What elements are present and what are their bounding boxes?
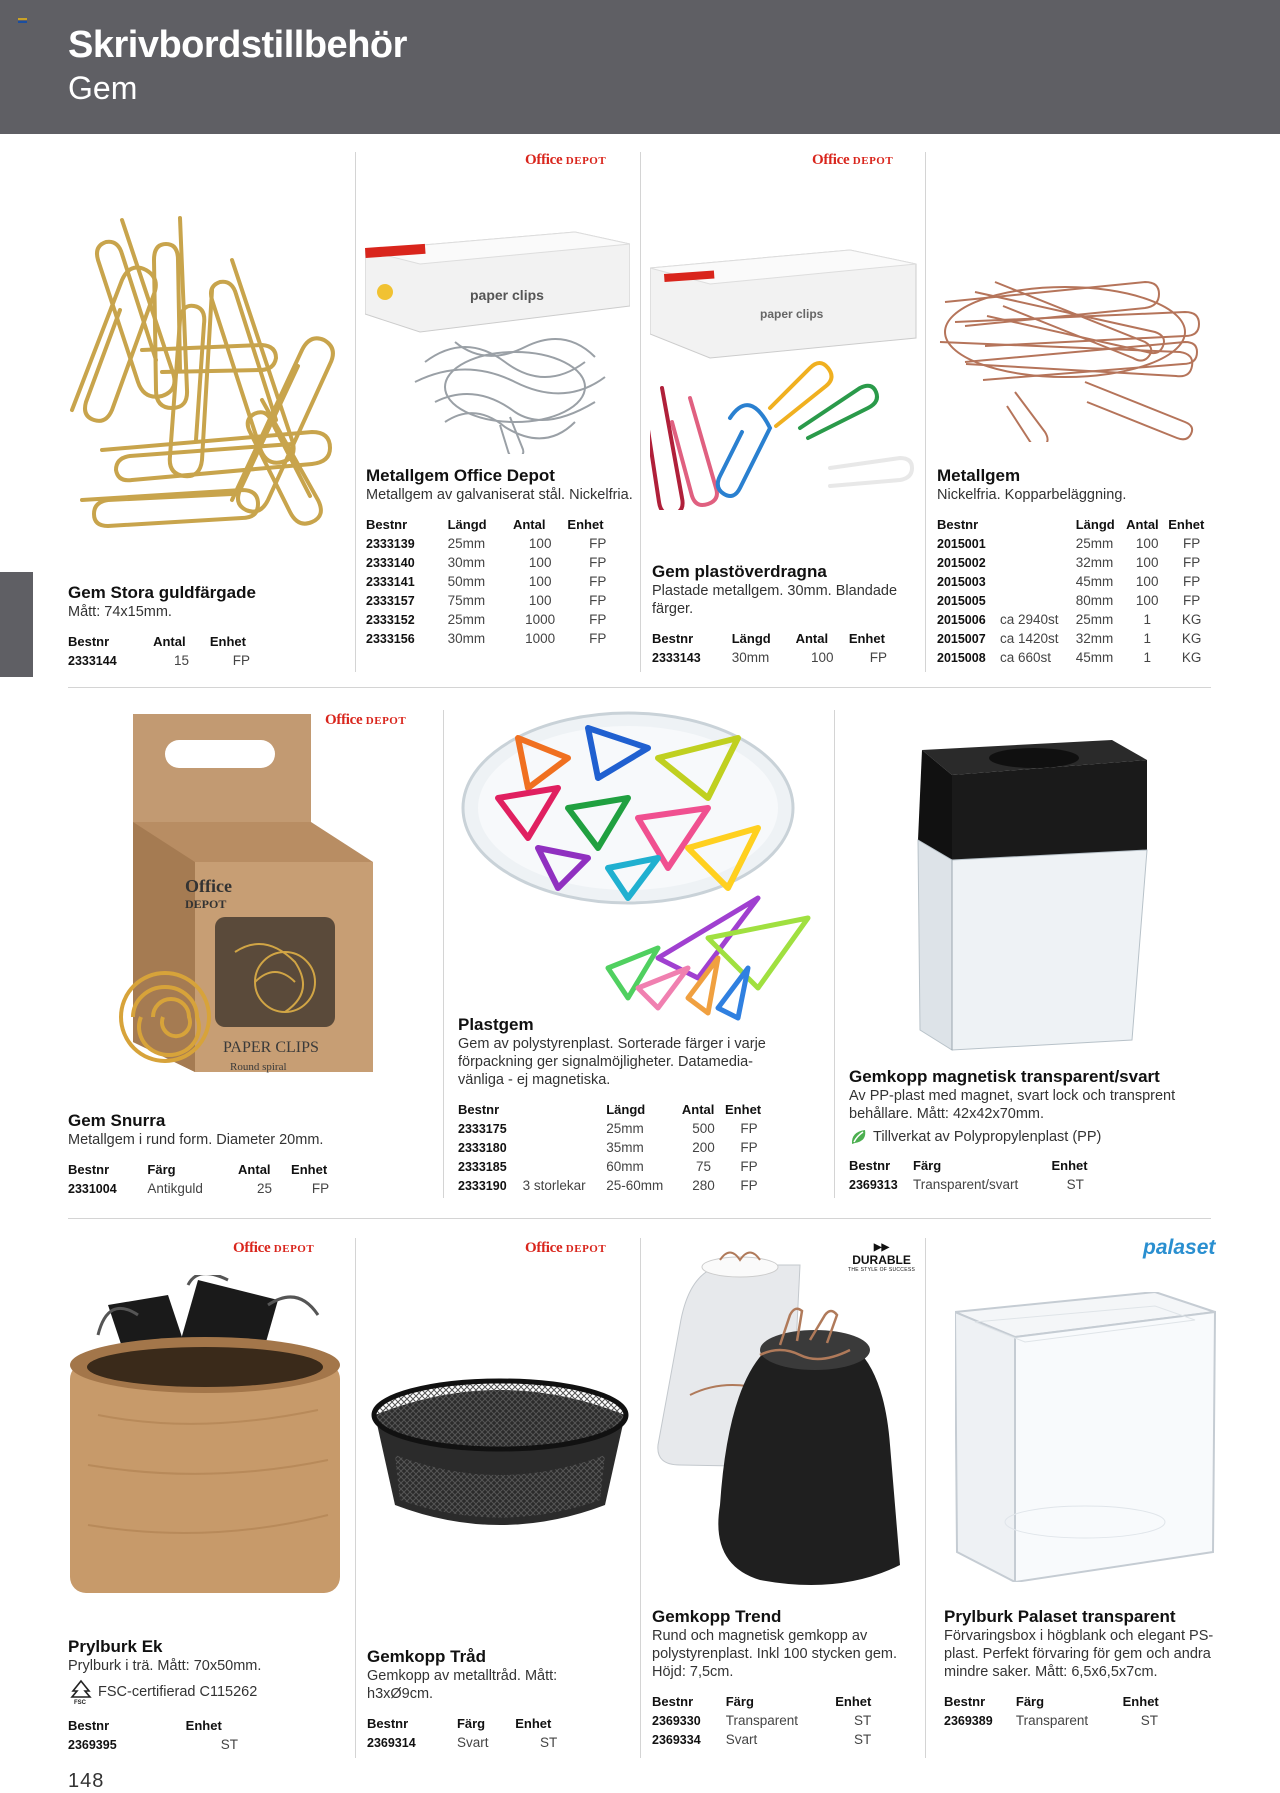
product-title: Metallgem Office Depot <box>366 466 555 485</box>
spec-table: Bestnr Färg Enhet 2369313 Transparent/svart ST <box>849 1155 1099 1194</box>
table-row: 2333157 75mm 100 FP <box>366 593 607 608</box>
product-metallgem <box>937 466 1217 667</box>
office-depot-logo: Office DEPOT <box>233 1240 315 1256</box>
product-desc: Mått: 74x15mm. <box>68 604 172 620</box>
product-gemkopp-magnetisk <box>849 1067 1219 1194</box>
table-row: 2015007 ca 1420st 32mm 1 KG <box>937 631 1202 646</box>
palaset-logo: palaset <box>1143 1236 1216 1259</box>
product-title: Prylburk Palaset transparent <box>944 1607 1176 1626</box>
trend-magnetic-cup-image <box>650 1245 920 1600</box>
acrylic-cube-image <box>955 1292 1217 1582</box>
table-row: 2015008 ca 660st 45mm 1 KG <box>937 650 1202 665</box>
svg-text:FSC: FSC <box>74 1700 86 1705</box>
spec-table: Bestnr Färg Antal Enhet 2331004 Antikguld 25 FP <box>68 1159 350 1198</box>
table-row: 2333190 3 storlekar 25-60mm 280 FP <box>458 1178 758 1193</box>
product-desc: Förvaringsbox i högblank och elegant PS-plast. Perfekt förvaring för gem och andra mindre saker. Mått: 6,5x6,5x7cm. <box>944 1628 1214 1680</box>
spec-table: Bestnr Färg Enhet 2369389 Transparent ST <box>944 1691 1176 1730</box>
durable-logo: ▶▶ DURABLE THE STYLE OF SUCCESS <box>848 1242 916 1273</box>
page-number: 148 <box>68 1770 105 1792</box>
svg-text:paper clips: paper clips <box>470 287 544 303</box>
product-prylburk-palaset <box>944 1607 1224 1730</box>
product-desc: Plastade metallgem. 30mm. Blandade färger. <box>652 583 898 617</box>
fsc-tree-icon <box>68 1679 94 1705</box>
table-row: 2015005 80mm 100 FP <box>937 593 1201 608</box>
leaf-icon <box>849 1127 869 1147</box>
table-row: 2333152 25mm 1000 FP <box>366 612 607 627</box>
wire-mesh-cup-image <box>365 1375 635 1535</box>
spec-table: Bestnr Färg Enhet 2369330 Transparent ST 2369334 Svart ST <box>652 1691 890 1749</box>
spec-table: Bestnr Antal Enhet 2333144 15 FP <box>68 631 273 670</box>
table-row: 2369314 Svart ST <box>367 1735 558 1750</box>
office-depot-logo: Office DEPOT <box>812 152 894 168</box>
spiral-clips-box-image <box>115 712 375 1102</box>
table-row: 2369395 ST <box>68 1737 238 1752</box>
table-row: 2015006 ca 2940st 25mm 1 KG <box>937 612 1202 627</box>
product-gem-plast <box>652 562 922 667</box>
table-row: 2333185 60mm 75 FP <box>458 1159 758 1174</box>
table-row: 2333143 30mm 100 FP <box>652 650 888 665</box>
product-desc: Av PP-plast med magnet, svart lock och transprent behållare. Mått: 42x42x70mm. <box>849 1088 1176 1122</box>
product-title: Gemkopp Trend <box>652 1607 782 1626</box>
table-row: 2333139 25mm 100 FP <box>366 536 607 551</box>
side-tab <box>0 572 33 677</box>
spec-table: Bestnr Färg Enhet 2369314 Svart ST <box>367 1713 582 1752</box>
colored-paper-clips-image <box>650 238 920 510</box>
table-row: 2369389 Transparent ST <box>944 1713 1158 1728</box>
product-desc: Metallgem i rund form. Diameter 20mm. <box>68 1132 324 1148</box>
table-row: 2369330 Transparent ST <box>652 1713 872 1728</box>
table-row: 2333156 30mm 1000 FP <box>366 631 607 646</box>
product-title: Gem plastöverdragna <box>652 562 827 581</box>
page-subtitle: Gem <box>68 70 138 106</box>
product-desc: Gem av polystyrenplast. Sorterade färger i varje förpackning ger signalmöjligheter. Datamedia-vänliga - ej magnetiska. <box>458 1036 766 1088</box>
fsc-certification: FSC FSC-certifierad C115262 <box>68 1679 348 1705</box>
magnetic-cup-image <box>912 720 1152 1055</box>
table-row: 2015002 32mm 100 FP <box>937 555 1201 570</box>
product-metallgem-od <box>366 466 634 648</box>
table-row: 2369334 Svart ST <box>652 1732 872 1747</box>
svg-text:paper clips: paper clips <box>760 307 824 321</box>
table-row: 2331004 Antikguld 25 FP <box>68 1181 330 1196</box>
gold-paper-clips-image <box>62 200 347 550</box>
product-title: Prylburk Ek <box>68 1637 163 1656</box>
spec-table: Bestnr Längd Antal Enhet 2333139 25mm 100 FP 2333140 30mm 100 FP 2333141 50mm 100 FP 2333157 75mm 100 FP 2333152 25mm 1000 FP 2333156 30mm 1000 FP <box>366 514 628 648</box>
product-desc: Gemkopp av metalltråd. Mått: h3xØ9cm. <box>367 1668 558 1702</box>
product-prylburk-ek <box>68 1637 348 1754</box>
spec-table: Bestnr Längd Antal Enhet 2333143 30mm 100 FP <box>652 628 908 667</box>
spec-table: Bestnr Längd Antal Enhet 2333175 25mm 500 FP 2333180 35mm 200 FP 2333185 60mm 75 FP 2333190 3 storlekar 25-60mm 280 FP <box>458 1099 773 1195</box>
copper-paper-clips-image <box>935 262 1215 442</box>
product-title: Plastgem <box>458 1015 534 1034</box>
plastic-clips-jar-image <box>458 698 828 1023</box>
product-gemkopp-trend <box>652 1607 922 1749</box>
product-title: Gemkopp Tråd <box>367 1647 487 1666</box>
product-desc: Rund och magnetisk gemkopp av polystyrenplast. Inkl 100 stycken gem. Höjd: 7,5cm. <box>652 1628 898 1680</box>
product-gem-stora <box>68 583 348 670</box>
product-desc: Nickelfria. Kopparbeläggning. <box>937 487 1127 503</box>
spec-table: Bestnr Enhet 2369395 ST <box>68 1715 273 1754</box>
table-row: 2369313 Transparent/svart ST <box>849 1177 1084 1192</box>
product-title: Gem Stora guldfärgade <box>68 583 256 602</box>
paper-clips-box-image <box>365 222 630 454</box>
product-plastgem <box>458 1015 828 1195</box>
page-title: Skrivbordstillbehör <box>68 24 407 66</box>
svg-text:Round spiral: Round spiral <box>230 1061 287 1073</box>
table-row: 2333180 35mm 200 FP <box>458 1140 758 1155</box>
product-title: Gemkopp magnetisk transparent/svart <box>849 1067 1160 1086</box>
product-title: Metallgem <box>937 466 1021 485</box>
product-desc: Metallgem av galvaniserat stål. Nickelfria. <box>366 487 633 503</box>
product-title: Gem Snurra <box>68 1111 166 1130</box>
wooden-pen-cup-image <box>68 1275 343 1605</box>
product-desc: Prylburk i trä. Mått: 70x50mm. <box>68 1658 262 1674</box>
table-row: 2333140 30mm 100 FP <box>366 555 607 570</box>
office-depot-logo: Office DEPOT <box>325 712 407 728</box>
svg-text:DEPOT: DEPOT <box>185 897 227 911</box>
table-row: 2333141 50mm 100 FP <box>366 574 607 589</box>
svg-text:PAPER CLIPS: PAPER CLIPS <box>223 1039 319 1056</box>
page-header <box>0 0 1280 134</box>
svg-text:Office: Office <box>185 876 232 896</box>
office-depot-logo: Office DEPOT <box>525 152 607 168</box>
table-row: 2333144 15 FP <box>68 653 251 668</box>
table-row: 2015001 25mm 100 FP <box>937 536 1201 551</box>
office-depot-logo: Office DEPOT <box>525 1240 607 1256</box>
table-row: 2333175 25mm 500 FP <box>458 1121 758 1136</box>
flag-icon <box>18 18 27 25</box>
table-row: 2015003 45mm 100 FP <box>937 574 1201 589</box>
product-gemkopp-trad <box>367 1647 637 1752</box>
product-gem-snurra <box>68 1111 438 1198</box>
spec-table: Bestnr Längd Antal Enhet 2015001 25mm 100 FP 2015002 32mm 100 FP 2015003 45mm 100 FP 2015005 80mm 100 FP 2015006 ca 2940st 25mm 1 KG 2015007 ca 1420st 32mm 1 KG 2015008 ca 660st 45mm 1 KG <box>937 514 1215 667</box>
pp-certification: Tillverkat av Polypropylenplast (PP) <box>849 1127 1219 1147</box>
